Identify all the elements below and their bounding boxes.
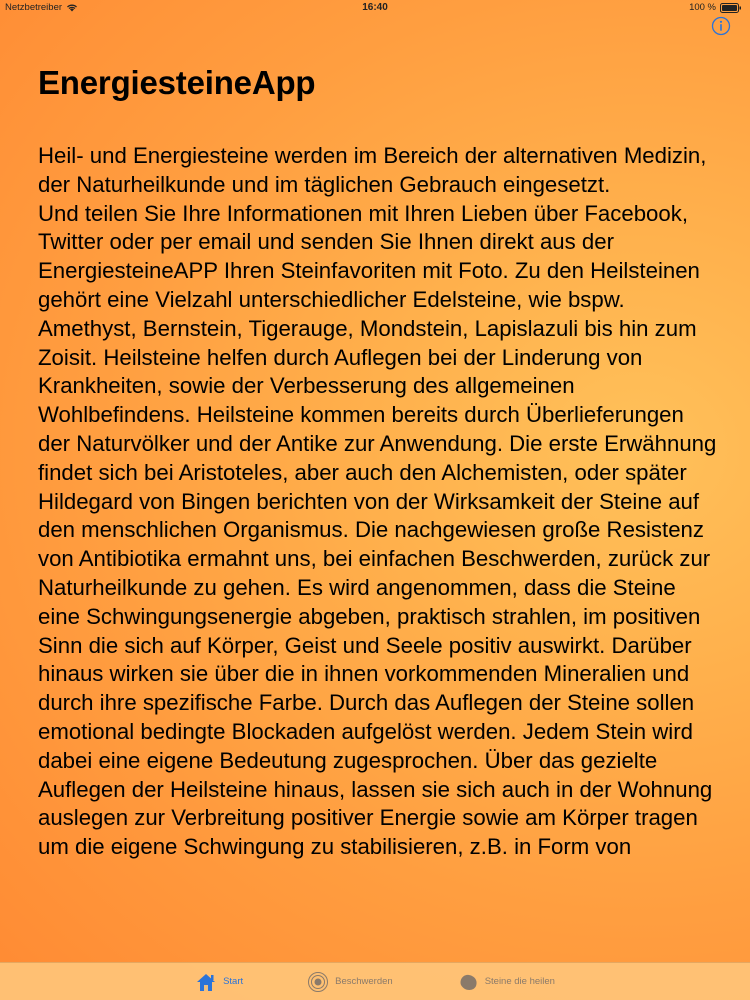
tab-steine-die-heilen[interactable] [425,963,587,1000]
stone-icon [457,971,479,993]
page-title: EnergiesteineApp [38,64,316,101]
description-text: Heil- und Energiesteine werden im Bereich der alternativen Medizin, der Naturheilkunde und im täglichen Gebrauch eingesetzt. Und teilen Sie Ihre Informationen mit Ihren Lieben über Facebook, Twitter oder per email und senden Sie Ihnen direkt aus der EnergiesteineAPP Ihren Steinfavoriten mit Foto. Zu den Heilsteinen gehört eine Vielzahl unterschiedlicher Edelsteine, wie bspw. Amethyst, Bernstein, Tigerauge, Mondstein, Lapislazuli bis hin zum Zoisit. Heilsteine helfen durch Auflegen bei der Linderung von Krankheiten, sowie der Verbesserung des allgemeinen Wohlbefindens. Heilsteine kommen bereits durch Überlieferungen der Naturvölker und der Antike zur Anwendung. Die erste Erwähnung findet sich bei Aristoteles, aber auch den Alchemisten, oder später Hildegard von Bingen berichten von der Wirksamkeit der Steine auf den menschlichen Organismus. Die nachgewiesen große Resistenz von Antibiotika ermahnt uns, bei einfachen Beschwerden, zurück zur Naturheilkunde zu gehen. Es wird angenommen, dass die Steine eine Schwingungsenergie abgeben, praktisch strahlen, im positiven Sinn die sich auf Körper, Geist und Seele positiv auswirkt. Darüber hinaus wirken sie über die in ihnen vorkommenden Mineralien und durch ihre spezifische Farbe. Durch das Auflegen der Steine sollen emotional bedingte Blockaden aufgelöst werden. Jedem Stein wird dabei eine eigene Bedeutung zugesprochen. Über das gezielte Auflegen der Heilsteine hinaus, lassen sie sich auch in der Wohnung auslegen zur Verbreitung positiver Energie sowie am Körper tragen um die eigene Schwingung zu stabilisieren, z.B. in Form von [38,143,717,860]
tab-bar [0,962,750,1000]
tab-beschwerden[interactable] [275,963,425,1000]
status-right [689,2,742,13]
main-content [38,64,718,862]
tab-start[interactable] [163,963,275,1000]
battery-percent: 100 % [689,2,716,13]
target-icon [307,971,329,993]
carrier-label: Netzbetreiber [5,2,63,13]
tab-label: Start [223,976,244,987]
battery-icon [720,3,742,13]
status-time: 16:40 [362,2,388,13]
info-icon [711,16,731,36]
info-button[interactable] [711,16,731,36]
status-bar [0,0,750,16]
tab-label: Steine die heilen [484,976,555,987]
tab-label: Beschwerden [335,976,393,987]
home-icon [195,971,217,993]
